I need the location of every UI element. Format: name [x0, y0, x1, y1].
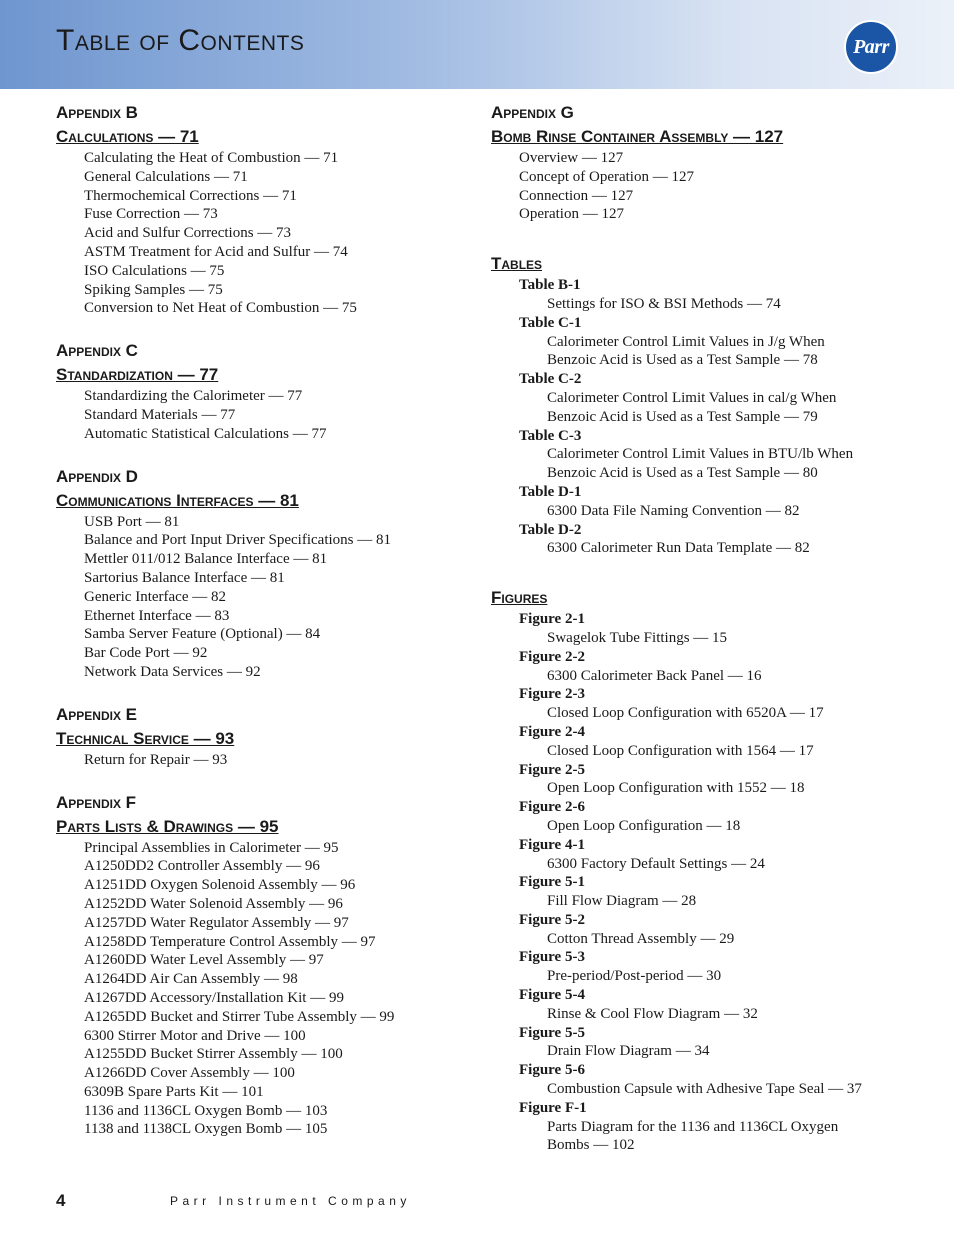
- figures-section: [491, 586, 911, 1155]
- tables-list: [491, 276, 911, 558]
- table-label: Table D-2: [519, 521, 582, 538]
- toc-entry[interactable]: Network Data Services — 92: [84, 663, 261, 680]
- figure-label: Figure 2-4: [519, 723, 585, 740]
- toc-entries: [56, 149, 456, 318]
- toc-entry[interactable]: A1258DD Temperature Control Assembly — 97: [84, 933, 376, 950]
- toc-entry[interactable]: A1266DD Cover Assembly — 100: [84, 1065, 295, 1082]
- appendix-section: [56, 339, 456, 443]
- appendix-section: [56, 465, 456, 682]
- toc-entry[interactable]: A1250DD2 Controller Assembly — 96: [84, 858, 320, 875]
- table-label: Table B-1: [519, 277, 581, 294]
- figures-heading-link[interactable]: Figures: [491, 588, 548, 608]
- table-entry[interactable]: 6300 Calorimeter Run Data Template — 82: [547, 540, 810, 557]
- parr-logo-icon: [844, 20, 898, 74]
- figure-label: Figure 4-1: [519, 836, 585, 853]
- toc-entry[interactable]: Calculating the Heat of Combustion — 71: [84, 150, 339, 166]
- left-column: [56, 101, 456, 1139]
- figure-entry[interactable]: 6300 Factory Default Settings — 24: [547, 855, 765, 872]
- appendix-label: Appendix E: [56, 704, 138, 724]
- toc-entries: [56, 751, 456, 770]
- table-label: Table C-2: [519, 371, 582, 388]
- right-column: [491, 101, 911, 1155]
- figure-entry[interactable]: Parts Diagram for the 1136 and 1136CL Oxygen: [547, 1118, 839, 1135]
- figure-entry[interactable]: Closed Loop Configuration with 6520A — 17: [547, 705, 824, 722]
- spacer: [491, 224, 911, 252]
- toc-entries: [56, 513, 456, 682]
- spacer: [56, 318, 456, 339]
- figure-label: Figure 2-5: [519, 761, 585, 778]
- toc-entry[interactable]: Return for Repair — 93: [84, 751, 228, 768]
- figure-entry[interactable]: 6300 Calorimeter Back Panel — 16: [547, 667, 762, 684]
- table-entry[interactable]: 6300 Data File Naming Convention — 82: [547, 502, 800, 519]
- toc-entry[interactable]: ISO Calculations — 75: [84, 262, 225, 279]
- toc-entry[interactable]: Overview — 127: [519, 150, 624, 166]
- appendix-label: Appendix D: [56, 466, 138, 486]
- spacer: [56, 682, 456, 703]
- toc-entry[interactable]: Ethernet Interface — 83: [84, 607, 230, 624]
- spacer: [56, 444, 456, 465]
- toc-entry[interactable]: Spiking Samples — 75: [84, 281, 223, 298]
- toc-entries: [56, 387, 456, 443]
- logo-text: Parr: [853, 35, 889, 58]
- figure-entry[interactable]: Open Loop Configuration with 1552 — 18: [547, 780, 805, 797]
- appendix-label: Appendix B: [56, 103, 138, 122]
- figure-entry[interactable]: Drain Flow Diagram — 34: [547, 1043, 710, 1060]
- toc-heading-link[interactable]: Communications Interfaces — 81: [56, 490, 299, 510]
- table-label: Table D-1: [519, 483, 582, 500]
- figure-label: Figure 5-1: [519, 874, 585, 891]
- figure-label: Figure F-1: [519, 1099, 587, 1116]
- toc-entry[interactable]: Sartorius Balance Interface — 81: [84, 569, 285, 586]
- table-entry[interactable]: Calorimeter Control Limit Values in cal/g When: [547, 389, 837, 406]
- figure-label: Figure 2-3: [519, 686, 585, 703]
- toc-entry[interactable]: Fuse Correction — 73: [84, 206, 218, 223]
- appendix-section: [56, 703, 456, 770]
- figure-entry[interactable]: Pre-period/Post-period — 30: [547, 968, 722, 985]
- figure-entry[interactable]: Fill Flow Diagram — 28: [547, 893, 697, 910]
- table-label: Table C-3: [519, 427, 582, 444]
- toc-entry[interactable]: Operation — 127: [519, 206, 624, 223]
- toc-entry[interactable]: Samba Server Feature (Optional) — 84: [84, 626, 321, 643]
- figure-entry[interactable]: Swagelok Tube Fittings — 15: [547, 629, 728, 646]
- toc-entry[interactable]: General Calculations — 71: [84, 168, 248, 185]
- table-entry[interactable]: Calorimeter Control Limit Values in BTU/lb When: [547, 446, 854, 463]
- appendix-g-section: [491, 101, 911, 224]
- figure-label: Figure 5-4: [519, 987, 585, 1004]
- toc-entry[interactable]: USB Port — 81: [84, 513, 180, 530]
- header-banner: [0, 0, 954, 89]
- footer-company: Parr Instrument Company: [170, 1194, 411, 1208]
- toc-entry[interactable]: A1255DD Bucket Stirrer Assembly — 100: [84, 1046, 343, 1063]
- table-entry[interactable]: Benzoic Acid is Used as a Test Sample — 78: [547, 352, 818, 369]
- table-entry[interactable]: Calorimeter Control Limit Values in J/g When: [547, 333, 825, 350]
- figure-label: Figure 2-6: [519, 799, 585, 816]
- figure-label: Figure 5-5: [519, 1024, 585, 1041]
- toc-heading-link[interactable]: Technical Service — 93: [56, 728, 235, 748]
- toc-entry[interactable]: A1260DD Water Level Assembly — 97: [84, 952, 324, 969]
- toc-heading-link[interactable]: Standardization — 77: [56, 365, 219, 385]
- toc-heading-link[interactable]: Calculations — 71: [56, 127, 199, 146]
- figure-entry[interactable]: Bombs — 102: [547, 1137, 635, 1154]
- figure-label: Figure 2-1: [519, 611, 585, 628]
- toc-entry[interactable]: Standardizing the Calorimeter — 77: [84, 388, 303, 405]
- figure-entry[interactable]: Open Loop Configuration — 18: [547, 817, 741, 834]
- figure-entry[interactable]: Cotton Thread Assembly — 29: [547, 930, 735, 947]
- toc-heading-link[interactable]: Bomb Rinse Container Assembly — 127: [491, 127, 784, 146]
- figure-entry[interactable]: Closed Loop Configuration with 1564 — 17: [547, 742, 814, 759]
- appendix-label: Appendix C: [56, 341, 138, 361]
- page-title: Table of Contents: [56, 24, 305, 57]
- toc-entry[interactable]: Conversion to Net Heat of Combustion — 75: [84, 300, 357, 317]
- toc-entry[interactable]: A1257DD Water Regulator Assembly — 97: [84, 914, 349, 931]
- appendix-section: [56, 101, 456, 318]
- toc-entry[interactable]: Concept of Operation — 127: [519, 168, 694, 185]
- spacer: [56, 770, 456, 791]
- figure-label: Figure 5-2: [519, 911, 585, 928]
- spacer: [491, 558, 911, 586]
- toc-entry[interactable]: Mettler 011/012 Balance Interface — 81: [84, 551, 328, 568]
- toc-entry[interactable]: Bar Code Port — 92: [84, 645, 208, 662]
- toc-heading-link[interactable]: Parts Lists & Drawings — 95: [56, 816, 279, 836]
- tables-heading-link[interactable]: Tables: [491, 254, 543, 274]
- table-entry[interactable]: Settings for ISO & BSI Methods — 74: [547, 295, 781, 312]
- table-entry[interactable]: Benzoic Acid is Used as a Test Sample — 80: [547, 465, 818, 482]
- toc-entry[interactable]: Standard Materials — 77: [84, 406, 236, 423]
- figure-label: Figure 2-2: [519, 648, 585, 665]
- toc-entry[interactable]: 1136 and 1136CL Oxygen Bomb — 103: [84, 1102, 328, 1119]
- toc-entry[interactable]: A1252DD Water Solenoid Assembly — 96: [84, 895, 343, 912]
- toc-entry[interactable]: A1267DD Accessory/Installation Kit — 99: [84, 989, 344, 1006]
- tables-section: [491, 252, 911, 558]
- figure-label: Figure 5-3: [519, 949, 585, 966]
- toc-entry[interactable]: A1265DD Bucket and Stirrer Tube Assembly — 99: [84, 1008, 395, 1025]
- appendix-section: [56, 791, 456, 1140]
- toc-entry[interactable]: A1251DD Oxygen Solenoid Assembly — 96: [84, 877, 356, 894]
- toc-entry[interactable]: Generic Interface — 82: [84, 588, 227, 605]
- appendix-label: Appendix F: [56, 792, 137, 812]
- toc-entry[interactable]: Acid and Sulfur Corrections — 73: [84, 225, 292, 242]
- toc-entry[interactable]: ASTM Treatment for Acid and Sulfur — 74: [84, 243, 348, 260]
- table-label: Table C-1: [519, 314, 582, 331]
- toc-entries: [491, 149, 911, 224]
- toc-entry[interactable]: 6309B Spare Parts Kit — 101: [84, 1083, 264, 1100]
- page-number: 4: [56, 1191, 66, 1210]
- toc-entry[interactable]: 6300 Stirrer Motor and Drive — 100: [84, 1027, 306, 1044]
- appendix-label: Appendix G: [491, 103, 574, 122]
- toc-entry[interactable]: 1138 and 1138CL Oxygen Bomb — 105: [84, 1121, 328, 1138]
- toc-entry[interactable]: A1264DD Air Can Assembly — 98: [84, 971, 298, 988]
- table-entry[interactable]: Benzoic Acid is Used as a Test Sample — 79: [547, 408, 818, 425]
- toc-entry[interactable]: Automatic Statistical Calculations — 77: [84, 425, 327, 442]
- toc-entry[interactable]: Principal Assemblies in Calorimeter — 95: [84, 839, 339, 856]
- toc-entry[interactable]: Balance and Port Input Driver Specifications — 81: [84, 532, 392, 549]
- figure-entry[interactable]: Combustion Capsule with Adhesive Tape Seal — 37: [547, 1081, 862, 1098]
- figures-list: [491, 610, 911, 1155]
- figure-label: Figure 5-6: [519, 1062, 585, 1079]
- figure-entry[interactable]: Rinse & Cool Flow Diagram — 32: [547, 1005, 758, 1022]
- toc-entry[interactable]: Thermochemical Corrections — 71: [84, 187, 297, 204]
- toc-entries: [56, 839, 456, 1140]
- toc-entry[interactable]: Connection — 127: [519, 187, 634, 204]
